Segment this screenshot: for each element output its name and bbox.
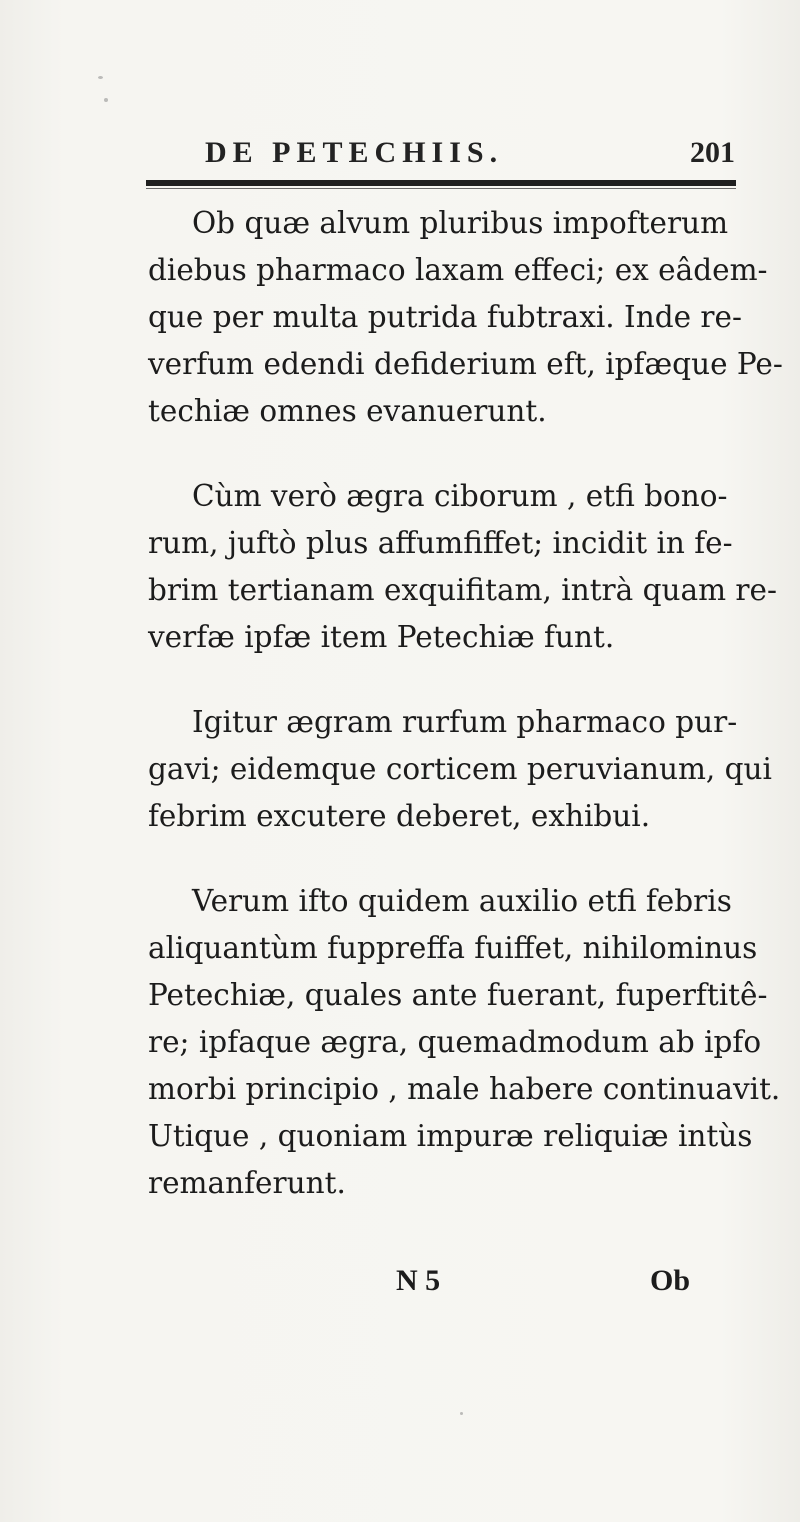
header-rule — [146, 180, 736, 186]
paragraph — [148, 699, 772, 840]
text-line: Ob quæ alvum pluribus impofterum — [192, 206, 729, 240]
header-rule-thin — [146, 188, 736, 189]
text-line: aliquantùm fuppreffa fuiffet, nihilominus — [148, 931, 758, 965]
text-line: Cùm verò ægra ciborum , etfi bono- — [192, 479, 728, 513]
ink-speck — [460, 1412, 463, 1415]
text-line: Verum ifto quidem auxilio etfi febris — [192, 884, 732, 918]
page-footer — [0, 1264, 800, 1308]
text-line: gavi; eidemque corticem peruvianum, qui — [148, 752, 772, 786]
page-number: 201 — [690, 136, 735, 169]
signature-mark: N 5 — [396, 1264, 441, 1297]
text-line: rum, juftò plus affumfiffet; incidit in fe- — [148, 526, 733, 560]
text-line: brim tertianam exquifitam, intrà quam re- — [148, 573, 777, 607]
text-line: Utique , quoniam impuræ reliquiæ intùs — [148, 1119, 753, 1153]
text-line: verfæ ipfæ item Petechiæ funt. — [148, 620, 615, 654]
text-line: que per multa putrida fubtraxi. Inde re- — [148, 300, 742, 334]
text-line: techiæ omnes evanuerunt. — [148, 394, 547, 428]
text-line: re; ipfaque ægra, quemadmodum ab ipfo — [148, 1025, 762, 1059]
text-line: morbi principio , male habere continuavit. — [148, 1072, 781, 1106]
text-line: diebus pharmaco laxam effeci; ex eâdem- — [148, 253, 768, 287]
text-line: Igitur ægram rurfum pharmaco pur- — [192, 705, 738, 739]
text-line: febrim excutere deberet, exhibui. — [148, 799, 651, 833]
running-head — [205, 136, 735, 176]
paragraph — [148, 473, 777, 661]
running-title: DE PETECHIIS. — [205, 136, 504, 169]
paragraph — [148, 200, 783, 435]
text-line: Petechiæ, quales ante fuerant, fuperftitê- — [148, 978, 768, 1012]
ink-speck — [104, 98, 108, 102]
body-text — [148, 200, 783, 1245]
catchword: Ob — [650, 1264, 691, 1297]
text-line: remanferunt. — [148, 1166, 346, 1200]
ink-speck — [98, 76, 103, 79]
paragraph — [148, 878, 781, 1207]
text-line: verfum edendi defiderium eft, ipfæque Pe- — [148, 347, 783, 381]
